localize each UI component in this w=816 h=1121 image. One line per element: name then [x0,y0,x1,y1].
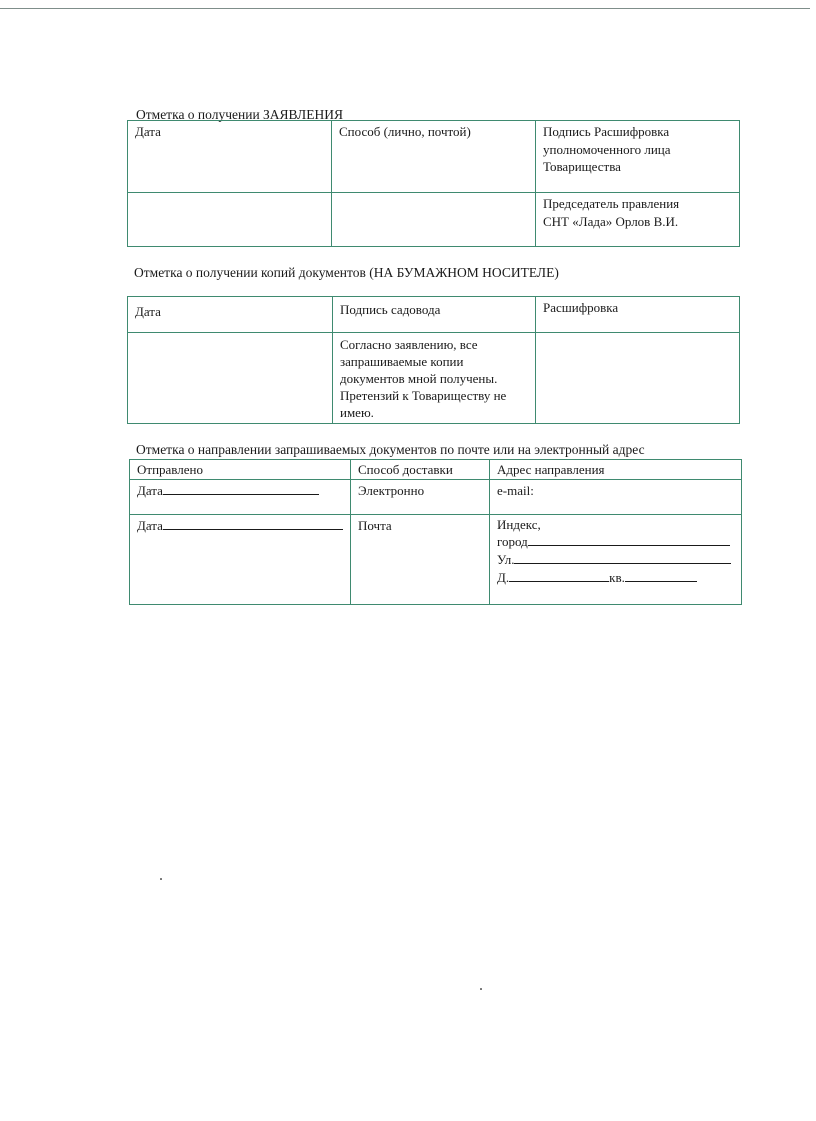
header-method-label: Способ (лично, почтой) [339,124,471,139]
email-date-label: Дата [137,482,163,498]
table-row [128,333,740,424]
post-date-blank[interactable] [163,517,343,530]
street-label: Ул. [497,552,515,568]
sending-table [129,459,742,605]
table-row [128,297,740,333]
header-delivery [351,460,490,480]
application-receipt-table [127,120,740,247]
header-sent-label: Отправлено [137,462,203,477]
email-address-cell[interactable] [490,479,742,514]
email-label: e-mail: [497,482,534,498]
header-date [128,297,333,333]
header-gardener-signature-label: Подпись садовода [340,302,441,317]
header-date-label: Дата [135,304,161,319]
scan-speck [480,988,482,990]
table-row [128,193,740,247]
header-address-label: Адрес направления [497,462,605,477]
header-date [128,121,332,193]
email-date-blank[interactable] [163,482,319,495]
header-decoding [536,297,740,333]
header-gardener-signature [333,297,536,333]
page-top-rule [0,8,810,9]
email-date-cell[interactable] [130,479,351,514]
post-method-cell [351,514,490,604]
table-row [130,479,742,514]
header-address [490,460,742,480]
chairman-title: Председатель правления [543,196,680,211]
table-row [130,514,742,604]
index-label: Индекс, [497,516,541,532]
electronic-method: Электронно [358,482,425,498]
chairman-name: СНТ «Лада» Орлов В.И. [543,213,679,229]
header-method [332,121,536,193]
header-signature [536,121,740,193]
section-sending-title: Отметка о направлении запрашиваемых документов по почте или на электронный адрес [136,442,645,457]
electronic-method-cell [351,479,490,514]
section-copies-receipt-title: Отметка о получении копий документов (НА БУМАЖНОМ НОСИТЕЛЕ) [134,265,559,280]
scan-speck [160,878,162,880]
header-date-label: Дата [135,124,161,139]
date-input-cell[interactable] [128,333,333,424]
house-blank[interactable] [509,569,609,582]
city-label: город [497,534,528,550]
post-date-cell[interactable] [130,514,351,604]
copies-receipt-table [127,296,740,424]
apartment-label: кв. [609,570,625,586]
header-signature-label: Подпись Расшифровка уполномоченного лица Товарищества [543,124,671,175]
statement-cell [333,333,536,424]
postal-address-cell[interactable] [490,514,742,604]
house-label: Д. [497,570,510,586]
city-blank[interactable] [528,533,730,546]
header-decoding-label: Расшифровка [543,300,619,315]
post-method: Почта [358,517,392,533]
apartment-blank[interactable] [625,569,697,582]
post-date-label: Дата [137,517,163,533]
decoding-input-cell[interactable] [536,333,740,424]
chairman-cell [536,193,740,247]
section-application-receipt-title: Отметка о получении ЗАЯВЛЕНИЯ [136,107,343,122]
street-blank[interactable] [514,551,731,564]
header-delivery-label: Способ доставки [358,462,453,477]
header-sent [130,460,351,480]
receipt-statement: Согласно заявлению, все запрашиваемые копии документов мной получены. Претензий к Товариществу не имею. [340,337,507,420]
table-row [130,460,742,480]
method-input-cell[interactable] [332,193,536,247]
table-row [128,121,740,193]
date-input-cell[interactable] [128,193,332,247]
